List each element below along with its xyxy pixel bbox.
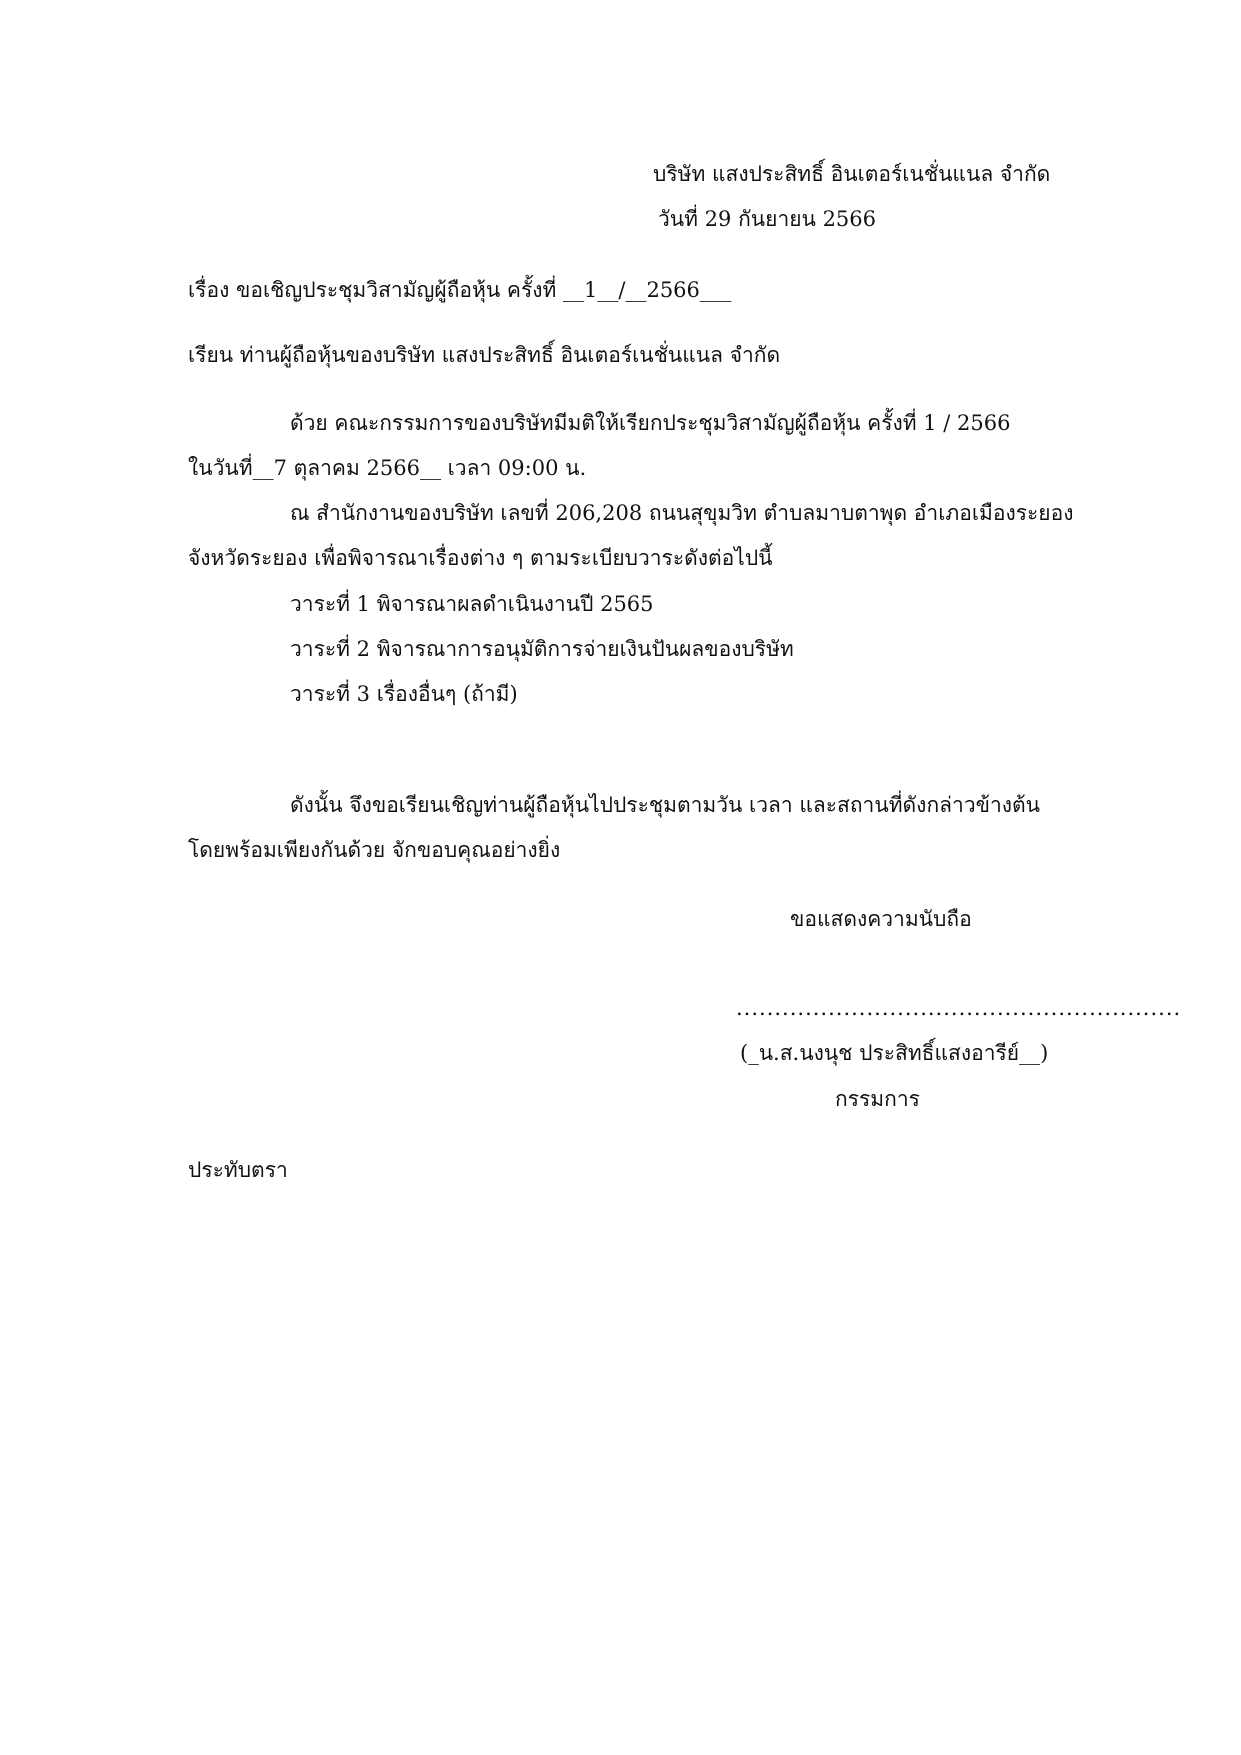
- letter-date: วันที่ 29 กันยายน 2566: [658, 207, 877, 231]
- body-para1-line2: ในวันที่__7 ตุลาคม 2566__ เวลา 09:00 น.: [188, 456, 587, 480]
- body-para3-line2: โดยพร้อมเพียงกันด้วย จักขอบคุณอย่างยิ่ง: [188, 838, 561, 862]
- agenda-item: วาระที่ 1 พิจารณาผลดำเนินงานปี 2565: [290, 592, 654, 616]
- body-para2-line2: จังหวัดระยอง เพื่อพิจารณาเรื่องต่าง ๆ ตามระเบียบวาระดังต่อไปนี้: [188, 546, 773, 570]
- body-para1-line1: ด้วย คณะกรรมการของบริษัทมีมติให้เรียกประชุมวิสามัญผู้ถือหุ้น ครั้งที่ 1 / 2566: [290, 411, 1011, 435]
- stamp-label: ประทับตรา: [188, 1158, 288, 1182]
- body-para2-line1: ณ สำนักงานของบริษัท เลขที่ 206,208 ถนนสุขุมวิท ตำบลมาบตาพุด อำเภอเมืองระยอง: [290, 501, 1074, 525]
- letter-subject: เรื่อง ขอเชิญประชุมวิสามัญผู้ถือหุ้น ครั้งที่ __1__/__2566___: [188, 278, 732, 302]
- signer-name: (_น.ส.นงนุช ประสิทธิ์แสงอารีย์__): [740, 1041, 1049, 1065]
- company-name: บริษัท แสงประสิทธิ์ อินเตอร์เนชั่นแนล จำกัด: [653, 162, 1051, 186]
- closing-regards: ขอแสดงความนับถือ: [790, 907, 972, 931]
- letter-salutation: เรียน ท่านผู้ถือหุ้นของบริษัท แสงประสิทธิ์ อินเตอร์เนชั่นแนล จำกัด: [188, 343, 781, 367]
- agenda-item: วาระที่ 2 พิจารณาการอนุมัติการจ่ายเงินปันผลของบริษัท: [290, 637, 794, 661]
- agenda-item: วาระที่ 3 เรื่องอื่นๆ (ถ้ามี): [290, 682, 518, 706]
- body-para3-line1: ดังนั้น จึงขอเรียนเชิญท่านผู้ถือหุ้นไปประชุมตามวัน เวลา และสถานที่ดังกล่าวข้างต้น: [290, 793, 1041, 817]
- signature-line: ..........................................................: [736, 996, 1182, 1020]
- signer-title: กรรมการ: [835, 1087, 920, 1111]
